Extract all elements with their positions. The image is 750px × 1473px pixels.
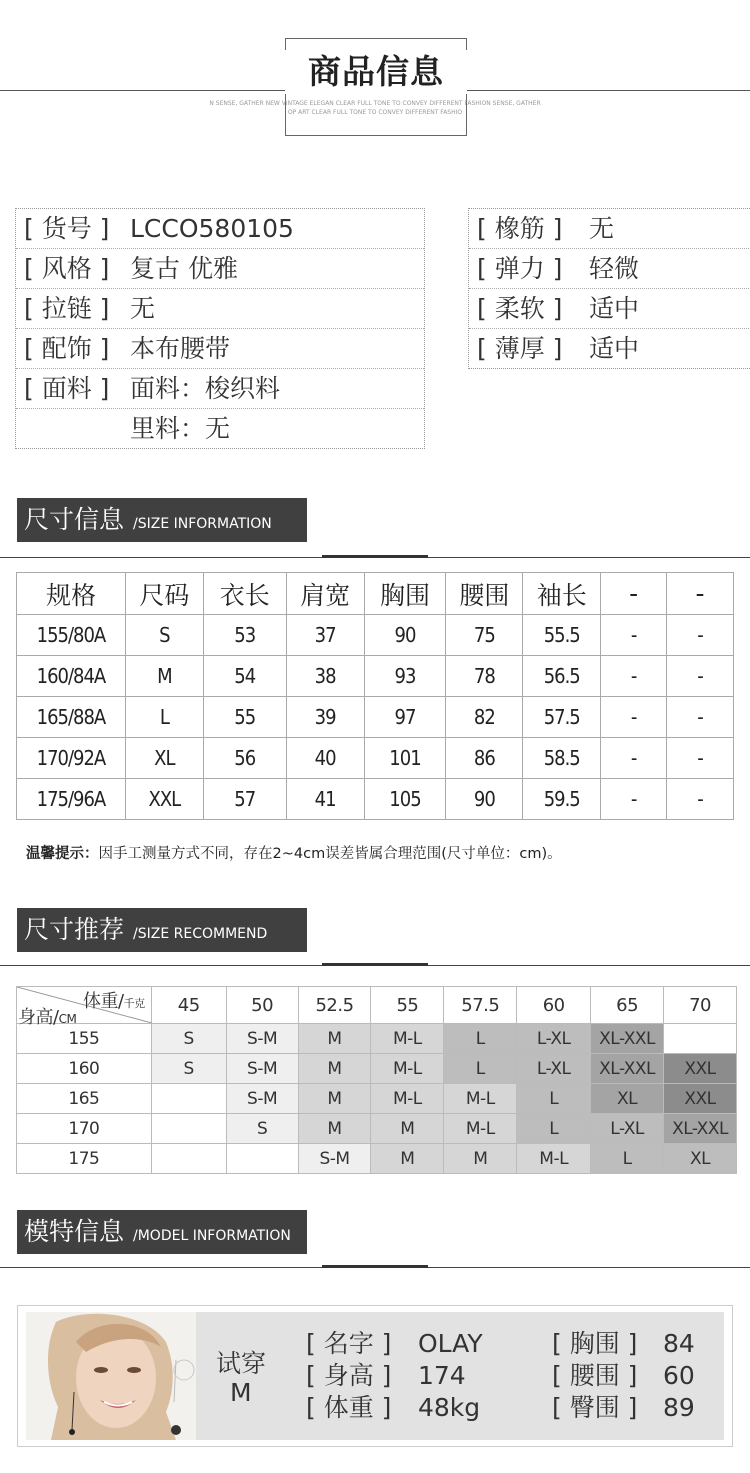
column-header: 衣长 <box>203 573 286 615</box>
weight-header: 45 <box>151 987 226 1024</box>
model-field-key: [ 体重 ] <box>306 1393 392 1422</box>
size-cell: XXL <box>664 1054 737 1084</box>
section-title-en: /SIZE RECOMMEND <box>133 926 268 942</box>
size-recommend-heading <box>17 908 307 952</box>
table-cell: S <box>125 615 203 656</box>
table-cell: - <box>601 779 667 820</box>
attribute-key: [ 风格 ] <box>24 254 110 283</box>
table-cell: 57 <box>203 779 286 820</box>
size-cell: S-M <box>226 1054 298 1084</box>
size-cell: M <box>298 1024 371 1054</box>
attributes-right-table <box>468 208 750 369</box>
table-row <box>17 779 734 820</box>
table-row <box>17 1084 737 1114</box>
table-cell: 55.5 <box>523 615 601 656</box>
size-cell: M <box>371 1144 444 1174</box>
table-cell: 90 <box>446 779 523 820</box>
table-cell: 155/80A <box>17 615 126 656</box>
section-divider-accent <box>322 1265 428 1268</box>
measurement-note <box>26 842 562 863</box>
table-cell: 55 <box>203 697 286 738</box>
column-header: 肩宽 <box>286 573 364 615</box>
size-cell: M <box>444 1144 517 1174</box>
attribute-value: 适中 <box>589 294 640 323</box>
attribute-row <box>16 249 424 289</box>
weight-header: 70 <box>664 987 737 1024</box>
attribute-value: 适中 <box>589 334 640 363</box>
size-cell: M-L <box>444 1084 517 1114</box>
table-row <box>17 615 734 656</box>
table-cell: 38 <box>286 656 364 697</box>
table-cell: 175/96A <box>17 779 126 820</box>
table-cell: 78 <box>446 656 523 697</box>
size-cell: M <box>298 1114 371 1144</box>
size-cell: M-L <box>444 1114 517 1144</box>
table-cell: 105 <box>364 779 446 820</box>
attribute-value: LCCO580105 <box>130 214 294 243</box>
size-table <box>16 572 734 820</box>
attribute-row <box>469 209 750 249</box>
size-table-header <box>17 573 734 615</box>
size-cell: S-M <box>226 1024 298 1054</box>
table-cell: 160/84A <box>17 656 126 697</box>
size-cell: L <box>444 1024 517 1054</box>
column-header: 胸围 <box>364 573 446 615</box>
height-cell: 155 <box>17 1024 152 1054</box>
corner-cell <box>17 987 152 1028</box>
model-photo <box>26 1312 196 1440</box>
weight-axis-label <box>83 987 145 1013</box>
attribute-value: 无 <box>130 294 156 323</box>
attribute-row <box>16 209 424 249</box>
title-subtext-2: OP ART CLEAR FULL TONE TO CONVEY DIFFERENT FASHIO <box>287 109 463 116</box>
model-field-key: [ 身高 ] <box>306 1361 392 1390</box>
table-cell: 37 <box>286 615 364 656</box>
table-cell: 59.5 <box>523 779 601 820</box>
size-cell: XL <box>591 1084 664 1114</box>
table-row <box>17 1054 737 1084</box>
table-cell: 165/88A <box>17 697 126 738</box>
table-cell: - <box>667 738 734 779</box>
attribute-row <box>16 409 424 449</box>
size-cell: L-XL <box>517 1054 591 1084</box>
attribute-value: 复古 优雅 <box>130 254 238 283</box>
model-measure-key: [ 胸围 ] <box>552 1329 638 1358</box>
size-cell: S <box>151 1054 226 1084</box>
weight-header: 55 <box>371 987 444 1024</box>
table-cell: - <box>667 656 734 697</box>
attribute-value: 无 <box>589 214 615 243</box>
size-cell: XXL <box>664 1084 737 1114</box>
size-recommend-table <box>16 986 737 1174</box>
size-cell: L <box>517 1084 591 1114</box>
height-unit: CM <box>58 1012 77 1026</box>
table-cell: XL <box>125 738 203 779</box>
section-title-cn: 尺寸推荐 <box>24 915 125 944</box>
height-label: 身高/ <box>18 1007 59 1028</box>
section-title-en: /SIZE INFORMATION <box>133 516 272 532</box>
weight-unit: 千克 <box>123 997 145 1010</box>
attributes-left-table <box>15 208 425 449</box>
size-cell: M-L <box>371 1024 444 1054</box>
height-cell: 165 <box>17 1084 152 1114</box>
table-cell: L <box>125 697 203 738</box>
note-text: 因手工测量方式不同，存在2~4cm误差皆属合理范围(尺寸单位：cm)。 <box>98 846 562 862</box>
attribute-row <box>16 289 424 329</box>
weight-header: 57.5 <box>444 987 517 1024</box>
attribute-row <box>16 369 424 409</box>
table-cell: 93 <box>364 656 446 697</box>
attribute-row <box>469 329 750 369</box>
size-info-heading <box>17 498 307 542</box>
size-cell: M <box>371 1114 444 1144</box>
page-title: 商品信息 <box>285 50 467 94</box>
table-cell: 170/92A <box>17 738 126 779</box>
table-row <box>17 1144 737 1174</box>
size-cell: S-M <box>226 1084 298 1114</box>
size-cell: L <box>517 1114 591 1144</box>
section-title-cn: 尺寸信息 <box>24 505 125 534</box>
size-cell: XL-XXL <box>591 1054 664 1084</box>
model-portrait-image <box>26 1312 196 1440</box>
size-cell: S-M <box>298 1144 371 1174</box>
table-cell: 54 <box>203 656 286 697</box>
table-cell: 58.5 <box>523 738 601 779</box>
section-title-cn: 模特信息 <box>24 1217 125 1246</box>
section-divider-accent <box>322 963 428 966</box>
model-measure-value: 60 <box>663 1361 695 1390</box>
try-on-label: 试穿 <box>216 1349 267 1378</box>
size-cell: M-L <box>371 1054 444 1084</box>
height-axis-label <box>18 1003 76 1029</box>
table-row <box>17 697 734 738</box>
column-header: 腰围 <box>446 573 523 615</box>
size-cell: S <box>151 1024 226 1054</box>
weight-header: 52.5 <box>298 987 371 1024</box>
table-row <box>17 1114 737 1144</box>
size-cell <box>664 1024 737 1054</box>
attribute-row <box>469 289 750 329</box>
attribute-row <box>16 329 424 369</box>
table-cell: 101 <box>364 738 446 779</box>
weight-label: 体重/ <box>83 991 124 1012</box>
attribute-key: [ 弹力 ] <box>477 254 563 283</box>
size-cell: L <box>591 1144 664 1174</box>
model-field-value: 48kg <box>418 1393 481 1422</box>
height-cell: 175 <box>17 1144 152 1174</box>
column-header: - <box>667 573 734 615</box>
title-subtext-1: N SENSE, GATHER NEW VINTAGE ELEGAN CLEAR FULL TONE TO CONVEY DIFFERENT FASHION SENSE, GATHER <box>209 100 541 107</box>
model-field-value: 174 <box>418 1361 466 1390</box>
size-cell: XL <box>664 1144 737 1174</box>
size-cell: S <box>226 1114 298 1144</box>
model-measure-value: 84 <box>663 1329 695 1358</box>
table-row <box>17 1024 737 1054</box>
size-cell: L <box>444 1054 517 1084</box>
attribute-key: [ 配饰 ] <box>24 334 110 363</box>
size-cell: L-XL <box>517 1024 591 1054</box>
table-cell: 57.5 <box>523 697 601 738</box>
attribute-key: [ 面料 ] <box>24 374 110 403</box>
size-cell <box>151 1114 226 1144</box>
model-field-value: OLAY <box>418 1329 483 1358</box>
size-cell: XL-XXL <box>664 1114 737 1144</box>
size-cell: M <box>298 1084 371 1114</box>
table-cell: 56 <box>203 738 286 779</box>
height-cell: 160 <box>17 1054 152 1084</box>
size-cell <box>151 1084 226 1114</box>
model-measure-key: [ 腰围 ] <box>552 1361 638 1390</box>
model-card <box>17 1305 733 1447</box>
size-cell: M-L <box>371 1084 444 1114</box>
size-cell: L-XL <box>591 1114 664 1144</box>
weight-header: 60 <box>517 987 591 1024</box>
table-cell: - <box>601 738 667 779</box>
table-row <box>17 738 734 779</box>
table-cell: M <box>125 656 203 697</box>
model-info-heading <box>17 1210 307 1254</box>
attribute-value: 轻微 <box>589 254 640 283</box>
model-measure-key: [ 臀围 ] <box>552 1393 638 1422</box>
attribute-value: 里料：无 <box>130 414 231 443</box>
column-header: - <box>601 573 667 615</box>
attribute-row <box>469 249 750 289</box>
table-cell: 39 <box>286 697 364 738</box>
column-header: 规格 <box>17 573 126 615</box>
size-cell: XL-XXL <box>591 1024 664 1054</box>
table-cell: - <box>667 697 734 738</box>
table-cell: - <box>601 615 667 656</box>
model-field-key: [ 名字 ] <box>306 1329 392 1358</box>
weight-header: 50 <box>226 987 298 1024</box>
attribute-key: [ 薄厚 ] <box>477 334 563 363</box>
table-cell: - <box>601 656 667 697</box>
table-cell: 90 <box>364 615 446 656</box>
table-row <box>17 656 734 697</box>
table-cell: XXL <box>125 779 203 820</box>
table-cell: 97 <box>364 697 446 738</box>
attribute-value: 面料：梭织料 <box>130 374 281 403</box>
table-cell: - <box>667 615 734 656</box>
size-cell <box>151 1144 226 1174</box>
attribute-key: [ 拉链 ] <box>24 294 110 323</box>
model-measure-value: 89 <box>663 1393 695 1422</box>
table-cell: 82 <box>446 697 523 738</box>
try-on-size: M <box>230 1378 252 1407</box>
table-cell: 40 <box>286 738 364 779</box>
weight-header: 65 <box>591 987 664 1024</box>
height-cell: 170 <box>17 1114 152 1144</box>
attribute-key: [ 柔软 ] <box>477 294 563 323</box>
column-header: 袖长 <box>523 573 601 615</box>
table-cell: 86 <box>446 738 523 779</box>
attribute-key: [ 橡筋 ] <box>477 214 563 243</box>
size-cell <box>226 1144 298 1174</box>
table-cell: - <box>601 697 667 738</box>
attribute-value: 本布腰带 <box>130 334 231 363</box>
section-divider-accent <box>322 555 428 558</box>
table-cell: 75 <box>446 615 523 656</box>
column-header: 尺码 <box>125 573 203 615</box>
note-label: 温馨提示： <box>26 846 99 862</box>
size-cell: M-L <box>517 1144 591 1174</box>
table-cell: 53 <box>203 615 286 656</box>
table-cell: 41 <box>286 779 364 820</box>
section-title-en: /MODEL INFORMATION <box>133 1228 291 1244</box>
attribute-key: [ 货号 ] <box>24 214 110 243</box>
table-cell: 56.5 <box>523 656 601 697</box>
weight-header-row <box>17 987 737 1024</box>
table-cell: - <box>667 779 734 820</box>
size-cell: M <box>298 1054 371 1084</box>
